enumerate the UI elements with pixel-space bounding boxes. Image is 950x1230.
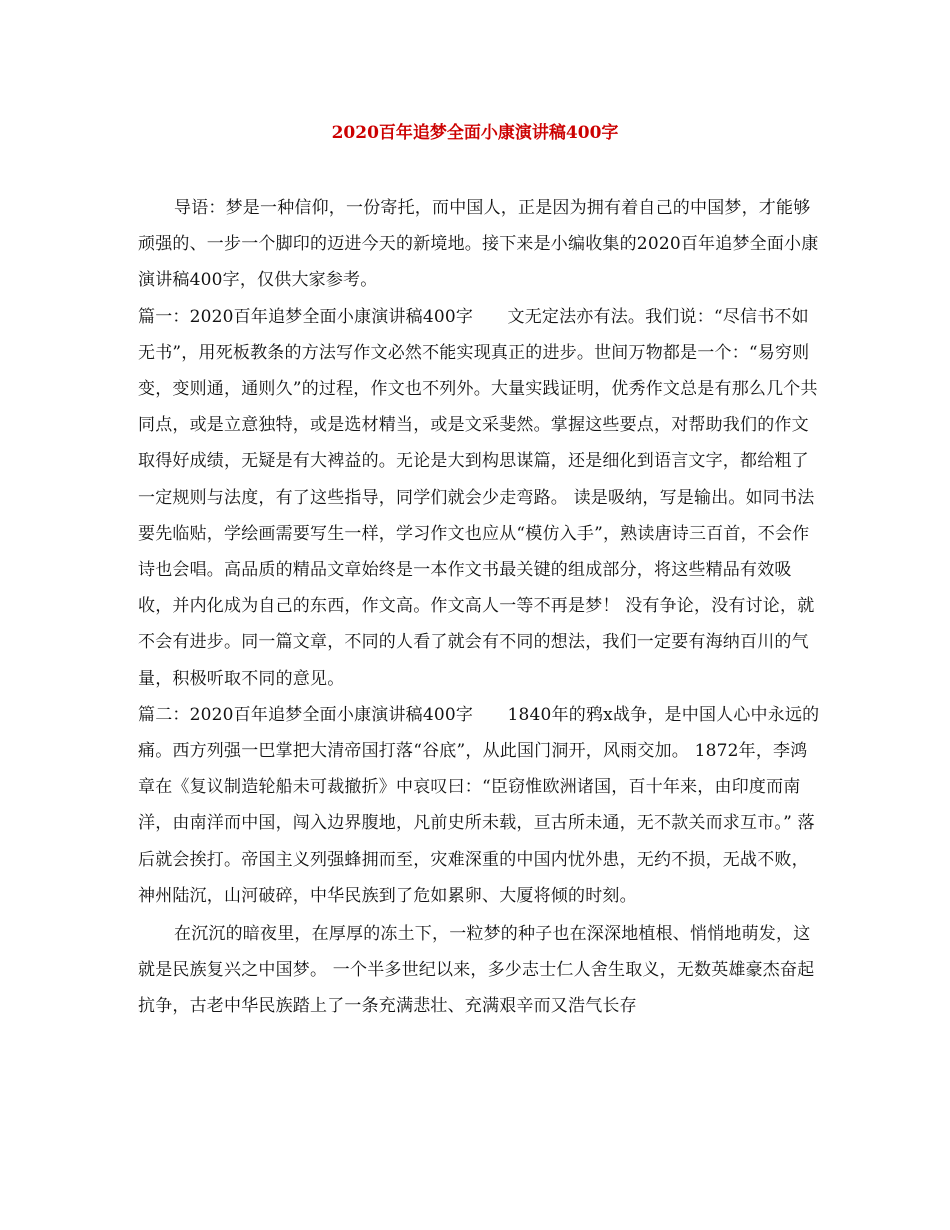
section-two-paragraph: 篇二：2020百年追梦全面小康演讲稿400字 1840年的鸦x战争，是中国人心中永远的痛。西方列强一巴掌把大清帝国打落“谷底”，从此国门洞开，风雨交加。 1872年，李鸿章在《复议制造轮船未可裁撤折》中哀叹曰：“臣窃惟欧洲诸国，百十年来，由印度而南洋，由南洋而中国，闯入边界腹地，凡前史所未载，亘古所未通，无不款关而求互市。” 落后就会挨打。帝国主义列强蜂拥而至，灾难深重的中国内忧外患，无约不损，无战不败，神州陆沉，山河破碎，中华民族到了危如累卵、大厦将倾的时刻。 [138, 704, 820, 906]
document-title: 2020百年追梦全面小康演讲稿400字 [331, 123, 619, 143]
intro-paragraph: 导语：梦是一种信仰，一份寄托，而中国人，正是因为拥有着自己的中国梦，才能够顽强的、一步一个脚印的迈进今天的新境地。接下来是小编收集的2020百年追梦全面小康演讲稿400字，仅供大家参考。 [138, 198, 819, 291]
document-body [138, 190, 820, 1025]
section-one-paragraph: 篇一：2020百年追梦全面小康演讲稿400字 文无定法亦有法。我们说：“尽信书不如无书”，用死板教条的方法写作文必然不能实现真正的进步。世间万物都是一个：“易穷则变，变则通，通则久”的过程，作文也不列外。大量实践证明，优秀作文总是有那么几个共同点，或是立意独特，或是选材精当，或是文采斐然。掌握这些要点，对帮助我们的作文取得好成绩，无疑是有大裨益的。无论是大到构思谋篇，还是细化到语言文字，都给粗了一定规则与法度，有了这些指导，同学们就会少走弯路。 读是吸纳，写是输出。如同书法要先临贴，学绘画需要写生一样，学习作文也应从“模仿入手”，熟读唐诗三百首，不会作诗也会唱。高品质的精品文章始终是一本作文书最关键的组成部分，将这些精品有效吸收，并内化成为自己的东西，作文高。作文高人一等不再是梦！ 没有争论，没有讨论，就不会有进步。同一篇文章，不同的人看了就会有不同的想法，我们一定要有海纳百川的气量，积极听取不同的意见。 [138, 306, 818, 689]
closing-paragraph: 在沉沉的暗夜里，在厚厚的冻土下，一粒梦的种子也在深深地植根、悄悄地萌发，这就是民族复兴之中国梦。 一个半多世纪以来，多少志士仁人舍生取义，无数英雄豪杰奋起抗争，古老中华民族踏上了一条充满悲壮、充满艰辛而又浩气长存 [138, 924, 815, 1017]
